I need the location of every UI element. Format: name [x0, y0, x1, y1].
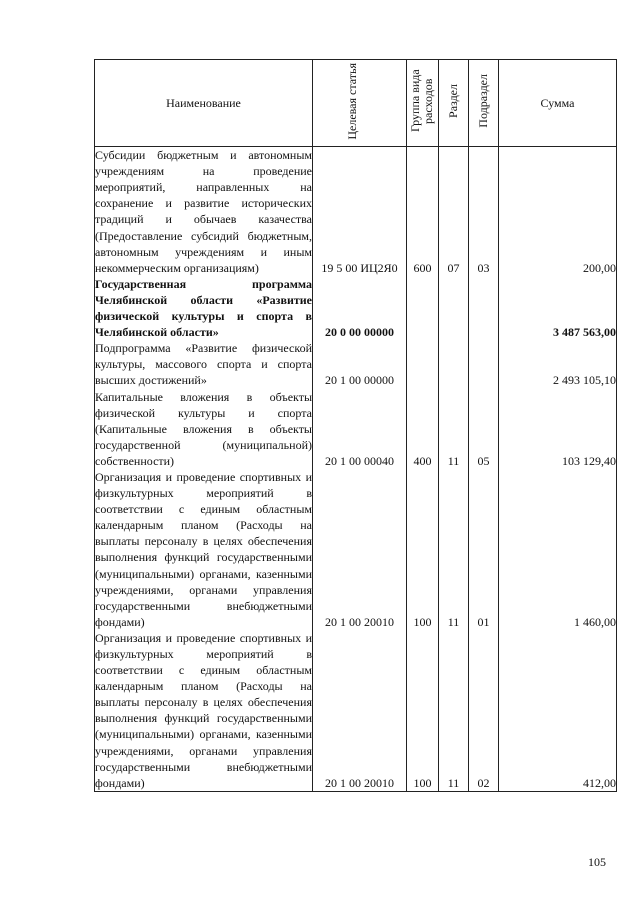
row-name: Подпрограмма «Развитие физической культуры, массового спорта и спорта высших достижений» [95, 341, 312, 388]
row-group: 100 [407, 630, 439, 791]
row-code: 19 5 00 ИЦ2Я0 [313, 147, 407, 276]
header-subsection [469, 60, 499, 147]
row-group: 100 [407, 469, 439, 630]
row-code: 20 1 00 20010 [313, 469, 407, 630]
header-target-article-label: Целевая статья [344, 62, 359, 140]
page-number: 105 [588, 855, 606, 869]
row-section: 07 [439, 147, 469, 276]
row-subsection: 01 [469, 469, 499, 630]
row-name: Организация и проведение спортивных и физкультурных мероприятий в соответствии с единым областным календарным планом (Расходы на выплаты персоналу в целях обеспечения выполнения функций государственными (муниципальными) органами, казенными учреждениями, органами управления государственными внебюджетными фондами) [95, 469, 312, 629]
header-section [439, 60, 469, 147]
row-code: 20 1 00 00000 [313, 340, 407, 388]
row-amount: 412,00 [499, 630, 617, 791]
row-amount: 2 493 105,10 [499, 340, 617, 388]
row-name: Организация и проведение спортивных и физкультурных мероприятий в соответствии с единым областным календарным планом (Расходы на выплаты персоналу в целях обеспечения выполнения функций государственными (муниципальными) органами, казенными учреждениями, органами управления государственными внебюджетными фондами) [95, 630, 312, 790]
row-amount: 3 487 563,00 [499, 276, 617, 340]
table-row [95, 276, 617, 340]
row-section: 11 [439, 630, 469, 791]
row-group [407, 340, 439, 388]
header-expense-group [407, 60, 439, 147]
row-amount: 200,00 [499, 147, 617, 276]
row-subsection [469, 340, 499, 388]
table-row [95, 389, 617, 469]
table-row [95, 147, 617, 276]
header-target-article [313, 60, 407, 147]
row-amount: 1 460,00 [499, 469, 617, 630]
table-row [95, 340, 617, 388]
header-name: Наименование [95, 60, 313, 147]
table-row [95, 630, 617, 791]
row-subsection: 05 [469, 389, 499, 469]
row-code: 20 0 00 00000 [313, 276, 407, 340]
table-row [95, 469, 617, 630]
row-group: 400 [407, 389, 439, 469]
row-name: Капитальные вложения в объекты физической культуры и спорта (Капитальные вложения в объекты государственной (муниципальной) собственности) [95, 389, 312, 468]
budget-table [94, 59, 617, 792]
row-code: 20 1 00 00040 [313, 389, 407, 469]
row-section [439, 340, 469, 388]
header-section-label: Раздел [446, 84, 460, 118]
row-section: 11 [439, 389, 469, 469]
row-name: Государственная программа Челябинской области «Развитие физической культуры и спорта в Челябинской области» [95, 276, 312, 340]
row-subsection: 02 [469, 630, 499, 791]
row-subsection [469, 276, 499, 340]
table-body [95, 147, 617, 792]
row-section [439, 276, 469, 340]
row-section: 11 [439, 469, 469, 630]
row-group [407, 276, 439, 340]
row-amount: 103 129,40 [499, 389, 617, 469]
header-amount: Сумма [499, 60, 617, 147]
row-code: 20 1 00 20010 [313, 630, 407, 791]
row-group: 600 [407, 147, 439, 276]
header-expense-group-label: Группа вида расходов [407, 69, 435, 133]
table-header [95, 60, 617, 147]
header-subsection-label: Подраздел [476, 74, 490, 128]
row-subsection: 03 [469, 147, 499, 276]
row-name: Субсидии бюджетным и автономным учреждениям на проведение мероприятий, направленных на сохранение и развитие исторических традиций и обычаев казачества (Предоставление субсидий бюджетным, автономным учреждениям и иным некоммерческим организациям) [95, 148, 312, 275]
